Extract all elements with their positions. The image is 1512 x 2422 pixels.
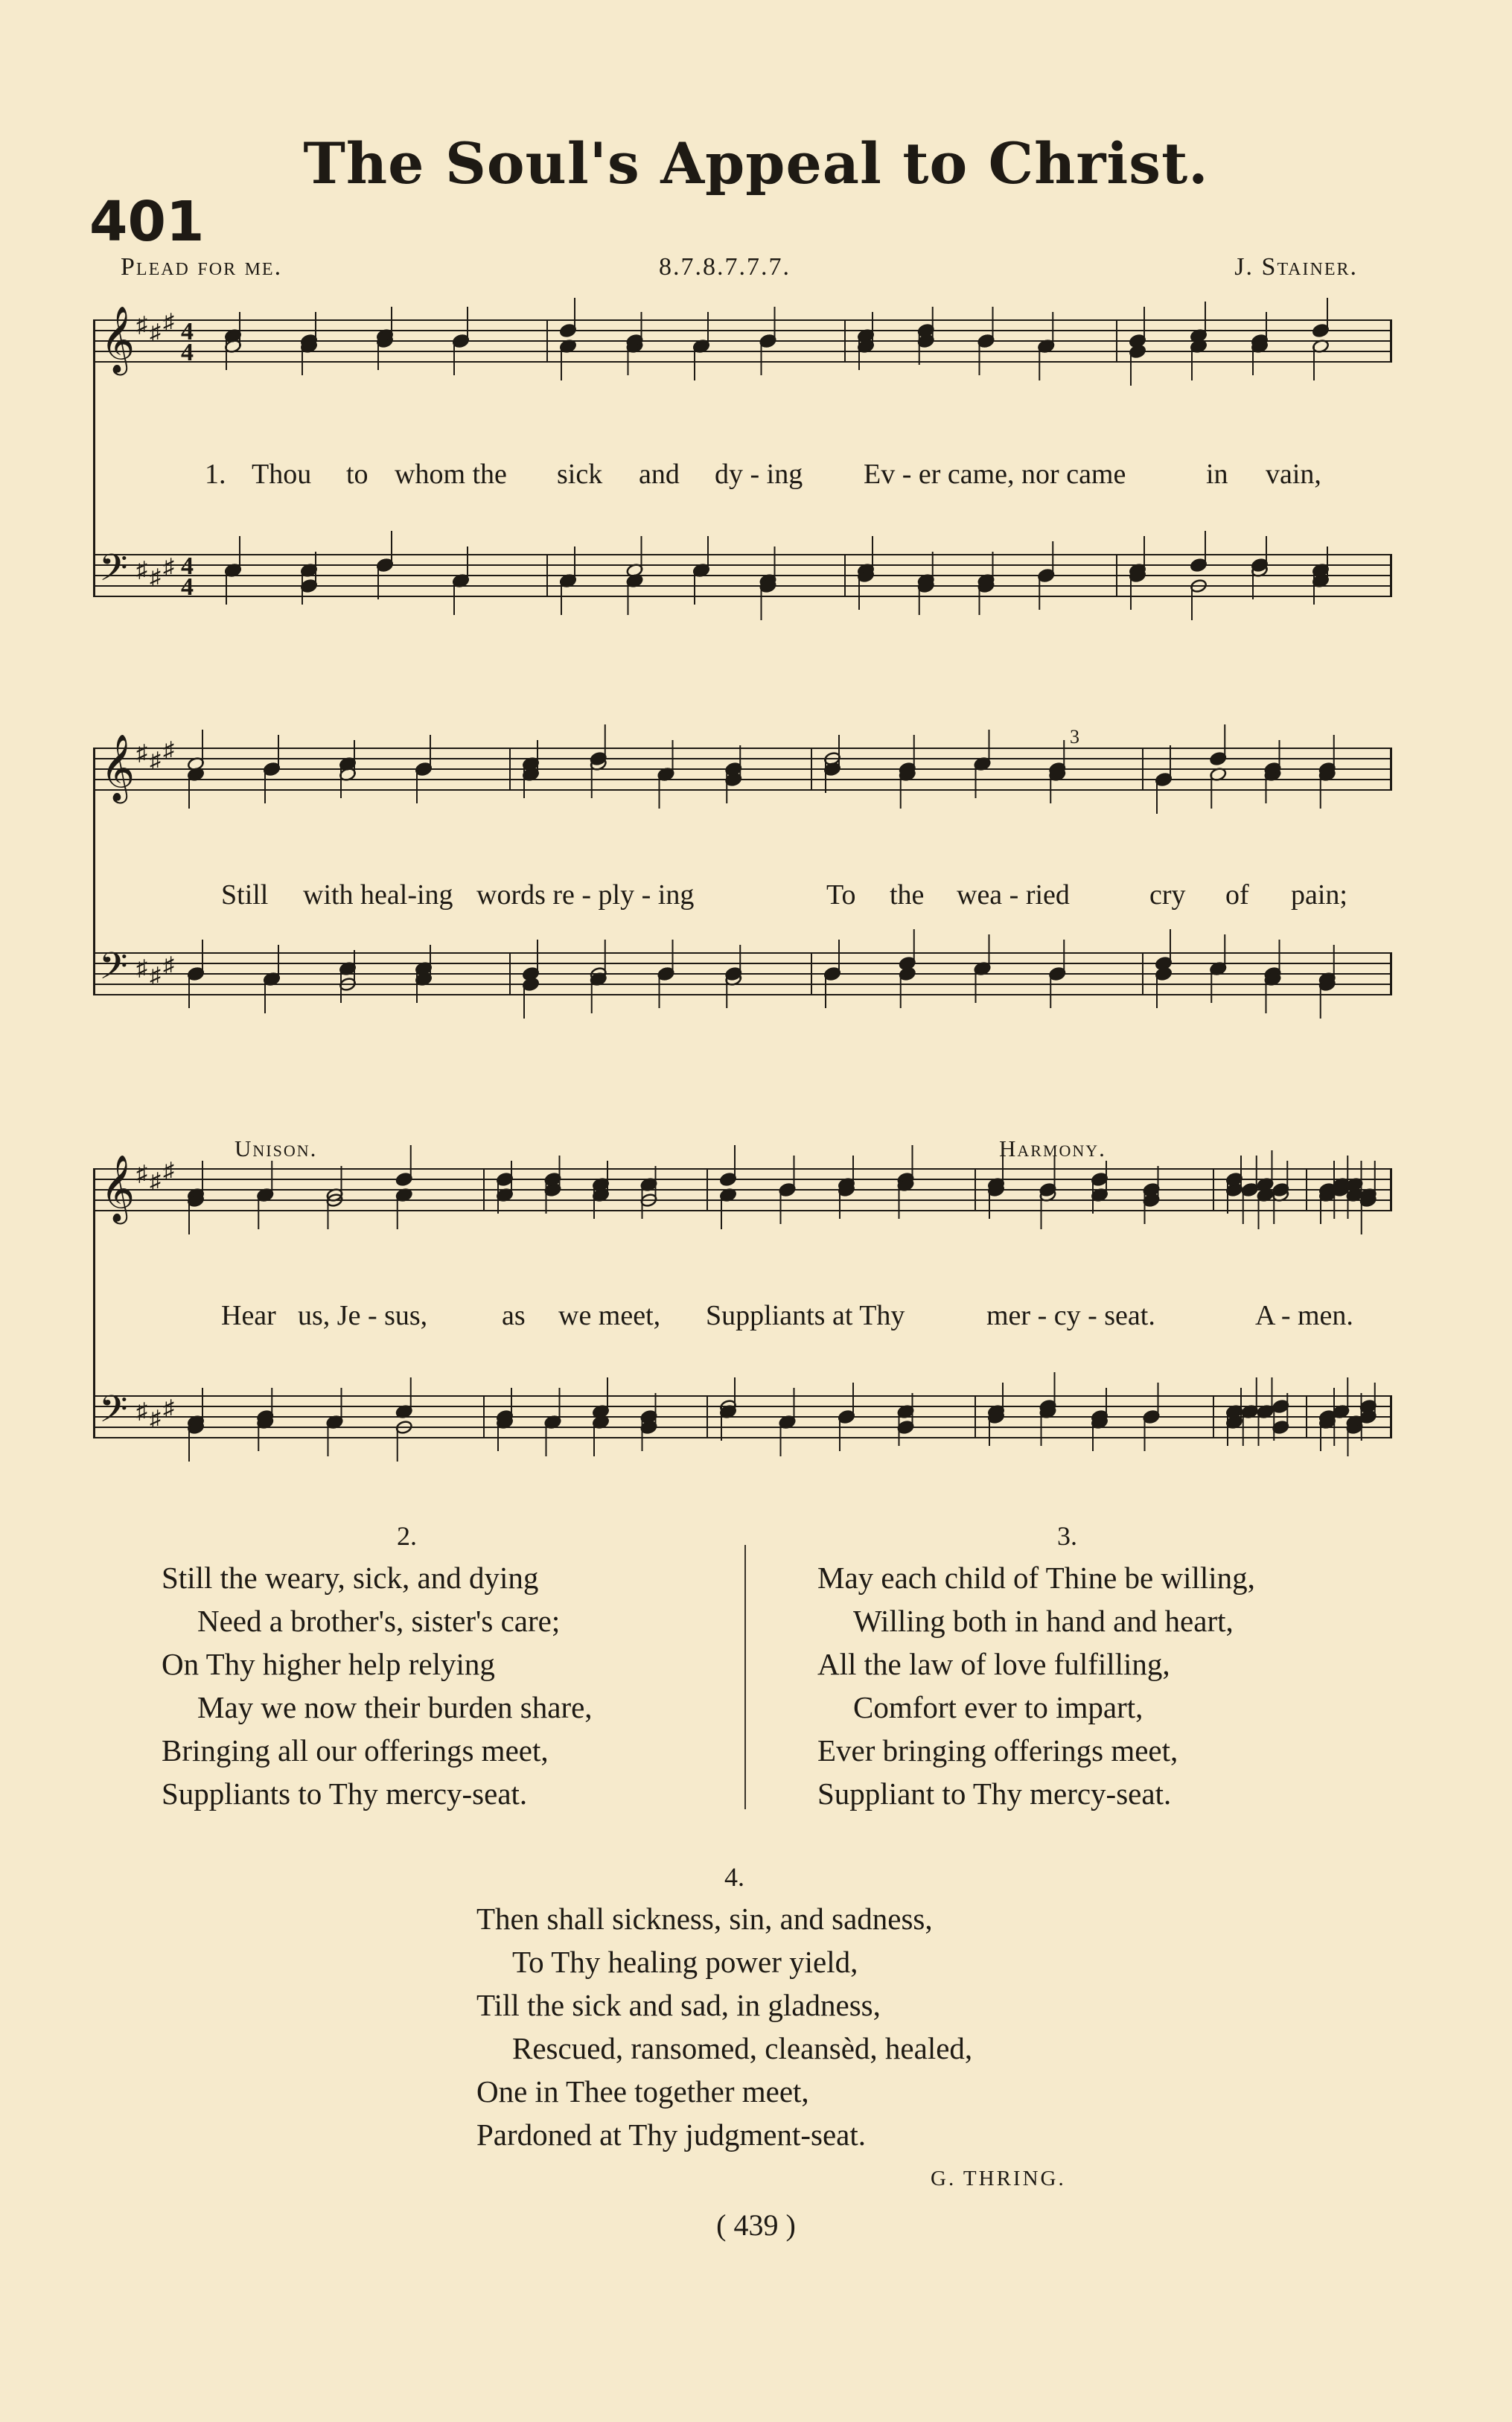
lyric-syllable: in [1206,459,1228,490]
bass-clef: 𝄢 [99,1388,128,1440]
metre: 8.7.8.7.7.7. [659,253,791,281]
tune-name: Plead for me. [121,253,283,281]
hymn-title: The Soul's Appeal to Christ. [303,130,1209,197]
verse-line: On Thy higher help relying [162,1647,495,1681]
key-sharp: ♯ [150,748,161,773]
bass-clef: 𝄢 [99,546,128,599]
treble-clef: 𝄞 [101,1155,135,1222]
verse-column-divider [744,1545,746,1809]
lyric-syllable: of [1225,879,1249,911]
verse-line: May each child of Thine be willing, [817,1561,1255,1595]
key-sharp: ♯ [136,313,147,337]
key-sharp: ♯ [163,555,174,579]
key-sharp: ♯ [136,1399,147,1424]
lyric-syllable: the [890,879,925,911]
lyric-syllable: Ev - er came, nor came [864,459,1126,490]
key-sharp: ♯ [150,1169,161,1194]
verse-line: To Thy healing power yield, [512,1945,858,1979]
marking-harmony: Harmony. [999,1135,1106,1161]
key-sharp: ♯ [136,1161,147,1186]
verse-line: Ever bringing offerings meet, [817,1733,1178,1768]
verse-line: Still the weary, sick, and dying [162,1561,539,1595]
time-signature: 4 [181,573,194,601]
lyric-syllable: Hear [221,1300,276,1331]
treble-clef: 𝄞 [101,734,135,801]
verse-4 [476,1897,972,2156]
verse-2 [162,1556,593,1815]
lyric-syllable: vain, [1266,459,1321,490]
score-system-2 [93,711,1392,1083]
verse-line: May we now their burden share, [197,1690,593,1724]
key-sharp: ♯ [163,738,174,762]
key-sharp: ♯ [150,320,161,345]
verse-line: One in Thee together meet, [476,2074,809,2109]
verse-line: All the law of love fulfilling, [817,1647,1170,1681]
page-number: ( 439 ) [716,2208,796,2242]
verse-line: Till the sick and sad, in gladness, [476,1988,881,2022]
lyric-syllable: sick [557,459,603,490]
verse-line: Need a brother's, sister's care; [197,1604,561,1638]
key-sharp: ♯ [150,1406,161,1431]
lyric-syllable: Still [221,879,269,911]
lyric-syllable: to [346,459,369,490]
lyric-syllable: us, Je - sus, [298,1300,428,1331]
lyric-syllable: Thou [252,459,312,490]
time-signature: 4 [181,318,194,345]
lyric-syllable: whom the [395,459,507,490]
time-signature: 4 [181,552,194,580]
key-sharp: ♯ [136,741,147,765]
lyric-syllable: mer - cy - seat. [986,1300,1155,1331]
treble-clef: 𝄞 [101,306,135,373]
key-sharp: ♯ [150,963,161,988]
lyric-syllable: with heal-ing [303,879,453,911]
verse-line: Rescued, ransomed, cleansèd, healed, [512,2031,973,2065]
verse-line: Comfort ever to impart, [853,1690,1143,1724]
verse-line: Willing both in hand and heart, [853,1604,1234,1638]
key-sharp: ♯ [150,565,161,590]
verse-4-number: 4. [724,1862,744,1892]
music-system-2 [93,711,1392,1083]
triplet-mark: 3 [1070,726,1079,748]
key-sharp: ♯ [163,310,174,334]
lyric-syllable: cry [1149,879,1186,911]
lyric-syllable: dy - ing [715,459,803,490]
lyric-syllable: A - men. [1255,1300,1353,1331]
lyric-syllable: wea - ried [957,879,1070,911]
verse-2-number: 2. [397,1521,417,1551]
time-signature: 4 [181,339,194,366]
lyric-syllable: as [502,1300,526,1331]
verse-3 [817,1556,1255,1815]
verse-line: Pardoned at Thy judgment-seat. [476,2117,867,2152]
lyric-syllable: Suppliants at Thy [706,1300,905,1331]
lyric-syllable: To [826,879,856,911]
verse-number-1: 1. [205,459,226,490]
verse-line: Bringing all our offerings meet, [162,1733,549,1768]
key-sharp: ♯ [163,1159,174,1183]
verse-3-number: 3. [1057,1521,1077,1551]
marking-unison: Unison. [235,1135,318,1161]
key-sharp: ♯ [136,956,147,981]
composer: J. Stainer. [1234,253,1358,281]
key-sharp: ♯ [163,953,174,978]
lyric-syllable: words re - ply - ing [476,879,695,911]
key-sharp: ♯ [163,1396,174,1421]
lyric-syllable: and [639,459,680,490]
lyric-syllable: pain; [1291,879,1347,911]
verse-line: Then shall sickness, sin, and sadness, [476,1902,933,1936]
key-sharp: ♯ [136,558,147,582]
bass-clef: 𝄢 [99,945,128,997]
verse-line: Suppliant to Thy mercy-seat. [817,1776,1172,1811]
lyric-syllable: we meet, [558,1300,661,1331]
verse-line: Suppliants to Thy mercy-seat. [162,1776,528,1811]
hymn-number: 401 [89,190,205,254]
author-credit: G. THRING. [931,2167,1066,2190]
